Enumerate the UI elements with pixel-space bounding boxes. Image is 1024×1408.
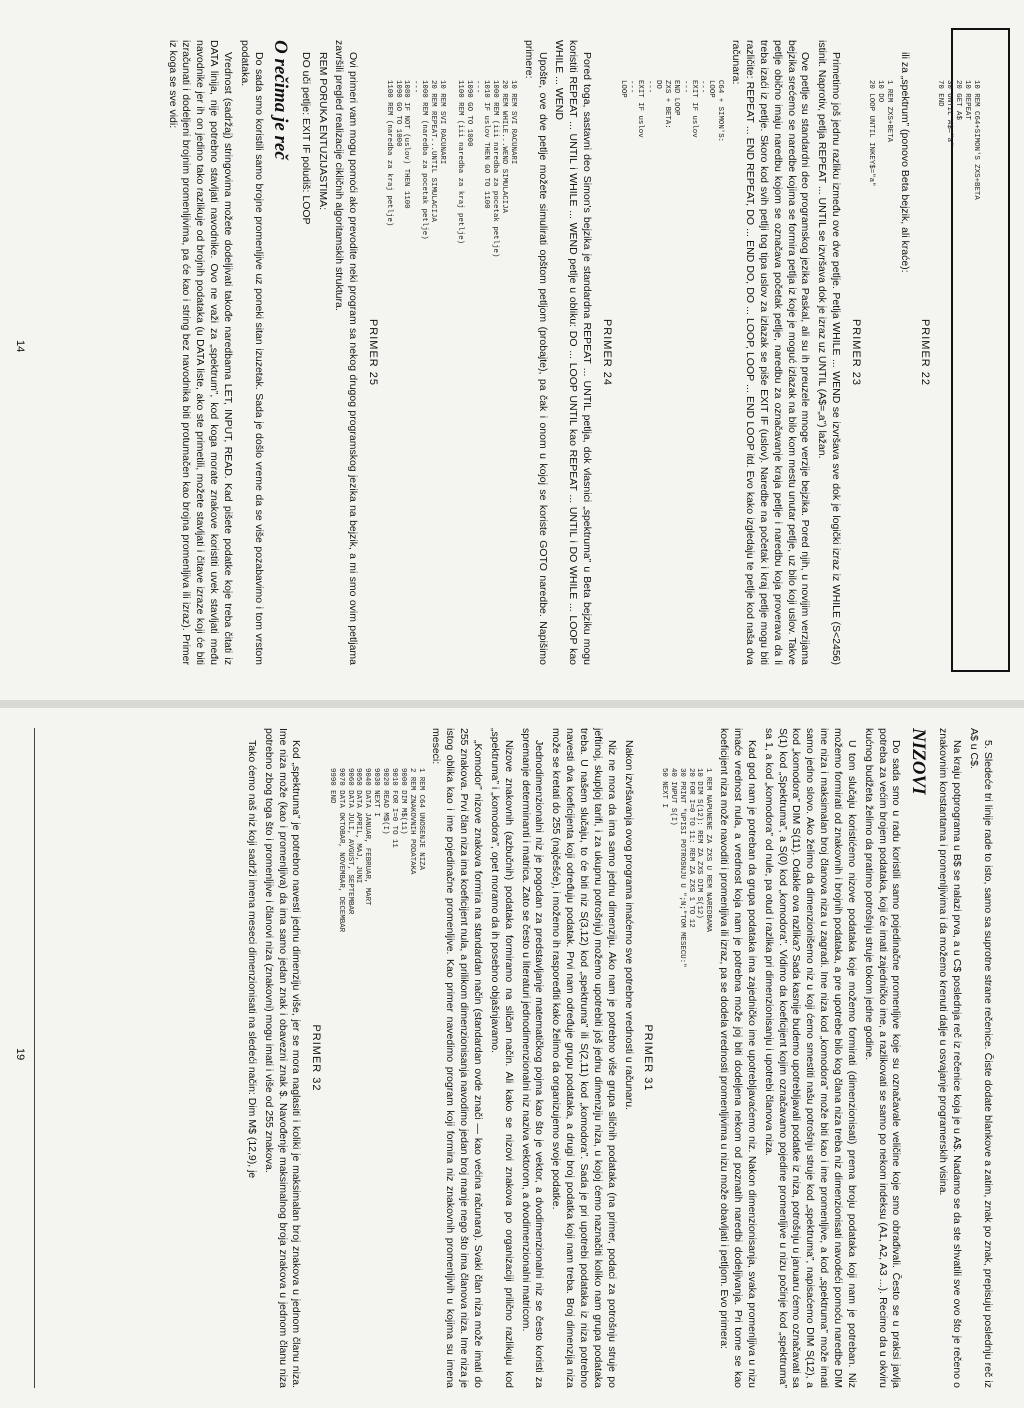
page-number: 19 (14, 1048, 26, 1061)
right-page (0, 708, 1024, 1408)
right-page-column (241, 728, 994, 1388)
code-listing: C64 + SIMON'S: LOOP --- EXIT IF uslov --- END LOOP ZXS + BETA: DO --- EXIT IF uslov --- LOOP (618, 80, 725, 143)
example-caption: PRIMER 25 (366, 318, 379, 387)
bottom-rule (34, 728, 35, 1388)
body-paragraph: ili za „spektrum” (ponovo Beta bejzik, ali kraće): (899, 52, 912, 273)
body-paragraph: Do sada smo u radu koristili samo pojedinačne promenljive koje su označavale veličine koje smo obrađivali. Često se u praksi javlja potreba za većim brojem podataka, koji će imati zajedničko ime, a razlikovati se samo po nekom indeksu (A1, A2, A3 ...). Recimo da u okviru kućnog budžeta želimo da pratimo potrošnju struje tokom jedne godine. (862, 728, 903, 1388)
page-number: 14 (14, 340, 26, 353)
section-heading: O rečima je reč (269, 40, 291, 160)
body-paragraph: Niz ne mora da ima samo jednu dimenziju. Ako nam je potrebno više grupa sličnih podataka (na primer, podaci za potrošnju struje po jeftinoj, skupljoj tarifi, i za ukupnu potrošnju) možemo upotrebiti još jednu dimenziju niza, u kojoj ćemo naznačiti koliko nam grupa podataka treba. U našem slučaju, to će biti niz S(3,12) kod „spektruma” ili S(2,11) kod „komodora”. Sada je pri upotrebi podataka iz niza potrebno navesti dva koeficijenta koji određuju podatak. Prvi nam određuje grupu podataka, a drugi broj podatka koji nam treba. Broj dimenzija niza može se kretati do 255 (najčešće), i možemo ih raspoređiti kako želimo da organizujemo svoje podatke. (550, 728, 618, 1388)
body-paragraph: Upošte, ove dve petlje možete simulirati opštom petljom (probajte), pa čak i onom u kojoj se koriste GOTO naredbe. Napišimo primere: (522, 40, 549, 665)
body-paragraph: Jednodimenzionalni niz je pogodan za predstavljanje matematičkog pojma kao što je vektor, a dvodimenzionalni niz se često koristi za spremanje determinanti i matrica. Zato se često u literaturi jednodimenzionalni niz naziva vektorom, a dvodimenzionalni matricom. (519, 728, 546, 1388)
body-paragraph: Pored toga, sastavni deo Simon's bejzika je standardna REPEAT ... UNTIL petlja, dok vlasnici „spektruma” u Beta bejziku mogu koristiti REPEAT ... UNTIL i WHILE ... WEND petlje u obliku: DO ... LOOP UNTIL kao REPEAT ... UNTIL i DO WHILE ... LOOP kao WHILE ... WEND (553, 40, 594, 665)
body-paragraph: Ovi primeri vam mogu pomoći ako prevodite neki program sa nekog drugog programskog jezika na bejzik, a mi smo ovim petljama završili pregled realizacije cikličnih algoritamskih struktura. (333, 40, 360, 665)
body-paragraph: Ove petlje su standardni deo programskog jezika Paskal, ali su ih preuzele mnoge verzije bejzika. Pored njih, u novijim verzijama bejzika srećemo se naredbe kojima se formira petlja iz koje je moguć izlazak na bilo kom mestu unutar petlje, uz bilo koji uslov. Takve petlje obično imaju naredbu kojom se označava početak petlje, naredbu za označavanje kraja petlje i naredbu koja proverava da li treba izaći iz petlje. Skoro kod svih petlji tog tipa uslov za izlazak se piše EXIT IF (uslov). Naredbe na početak i kraj petlje mogu biti različite: REPEAT ... END REPEAT, DO ... END DO, DO ... LOOP, LOOP ... END LOOP itd. Evo kako izgledaju te petlje kod naša dva računara: (730, 40, 812, 665)
body-paragraph: Kod „spektruma” je potrebno navesti jednu dimenziju više, jer se mora naglasiti i koliki je maksimalan broj znakova u jednom članu niza. Ime niza može (kao i promenljiva) da ima samo jedan znak i obavezni znak $. Navođenje maksimalnog broja znakova u jednom članu niza potrebno zbog toga što i promenljive i članovi niza (znakovni) mogu imati i više od 255 znakova. (262, 728, 303, 1388)
page-gutter (0, 700, 1024, 708)
left-page (0, 0, 1024, 700)
example-caption: PRIMER 24 (600, 318, 613, 387)
code-listing: 10 REM C64+SIMON'S ZXS+BETA 10 REPEAT 20 GET A$ 30 UNTIL A$="a" 70 END (936, 80, 980, 200)
body-paragraph: DO uči petlje: EXIT IF poludiš: LOOP (299, 52, 312, 225)
code-listing: 1 REM ZXS+BETA 10 DO 20 LOOP UNTIL INKEY$="a" (867, 80, 894, 187)
code-listing: 10 REM SVI RACUNARI 20 REM WHILE...WEND SIMULACIJA 1000 REM (iii naredba za pocetak petlje) 1010 IF uslov THEN GO TO 1100 --- 1090 GO TO 1000 1100 REM (iii naredba za kraj petlje) 10 REM SVI RACUNARI 20 REM REPEAT...UNTIL SIMULACIJA 1000 REM (naredba za pocetak petlje) --- 1080 IF NOT (uslov) THEN 1100 1090 GO TO 1000 1100 REM (naredba za kraj petlje) (384, 80, 517, 258)
body-paragraph: REM PORUKA ENTUZIJASTIMA: (316, 52, 329, 211)
body-paragraph: Na kraju potprograma u B$ se nalazi prva, a u C$ poslednja reč iz rečenice koja je u A$. Nadamo se da ste shvatili sve ovo što je rečeno o znakovnim konstantama i promenljivima i da možemo krenuti dalje u osvajanje programerskih visina. (937, 728, 964, 1388)
body-paragraph: Kad god nam je potreban da grupa podataka ima zajedničko ime upotrebljavaćemo niz. Nakon dimenzionisanja, svaka promenljiva u nizu imaće vrednost nula, a vrednost koja nam je potrebna može joj biti dodeljena nekom od poznatih naredbi dodeljivanja. Pri tome se kao koeficijent niza može navoditi i promenljiva ili izraz, pa se dodela vrednosti promenljivima u nizu može obavljati i petljom. Evo primera: (718, 728, 758, 1388)
body-paragraph: Tako ćemo naš niz koji sadrži imena meseci dimenzionisati na sledeći način: Dim M$ (12,9), je (245, 740, 258, 1179)
example-caption: PRIMER 32 (309, 1024, 322, 1092)
body-paragraph: Vrednost (sadržaj) stringovima možete dodeljivati takođe naredbama LET, INPUT, READ. Kad pišete podatke koje treba čitati iz DATA linija, nije potrebno stavljati navodnike. Ovo ne važi za „spektrum”, kod koga morate znakove koristiti uvek stavljati među navodnike jer ih on jedino tako razlikuje od brojnih podataka (u DATA liste, ako ste primetili, možete stavljati i čitave izraze koji će biti izračunati i dodeljeni brojnim promenljivima, pa će kao i string bez navodnika biti protumačen kao brojna promenljiva ili izraz). Primer iz koga se sve vidi: (166, 40, 235, 665)
left-page-column (162, 40, 984, 665)
example-caption: PRIMER 22 (918, 318, 931, 387)
body-paragraph: „Komodor” nizove znakova formira na standardan način (standardan ovde znači — kao većina računara). Svaki član niza može imati do 255 znakova. Prvi član niza ima koeficijent nula, a prilikom dimenzionisanja navodimo jedan broj manje nego što ima članova niza. Ime niza je istog oblika kao i ime pojedinačne promenljive. Kao primer navedimo program koji formira niz znakovnih promenljivih u kojima su imena meseci: (430, 728, 484, 1388)
body-paragraph: 5. Sledeće tri linije rade to isto, samo sa suprotne strane rečenice. Čiste dodate blankove a zatim, znak po znak, prepisuju poslednju reč iz A$ u C$. (968, 728, 994, 1388)
section-heading: NIZOVI (907, 728, 929, 795)
body-paragraph: U tom slučaju koristićemo nizove podataka koje možemo formirati (dimenzionisati) prema broju podataka koji nam je potreban. Niz možemo formirati od znakovnih i brojnih podataka, a pre upotrebe bilo kog člana niza treba niz dimenzionisati navodeći pomoću naredbe DIM ime niza i maksimalan broj članova niza u zagradi. Ime niza kod „komodora” može biti kao i ime promenljive, a kod „spektruma” može imati samo jedno slovo. Ako želimo da dimenzionišemo niz u koji ćemo smestiti našu potrošnju struje kod „spektruma”, napisaćemo DIM S(12), a kod „komodora” DIM S(11). Odakle ova razlika? Sada kasnije budemo upotrebljavali podatke iz niza, potrošnju u januaru ćemo označavati sa S(1) kod „Spektruma”, a S(0) kod „komodora”. Vidimo da koeficijent kojim označavamo pojedine promenljive u nizu počinje kod „spektruma” sa 1, a kod „komodora” od nule, pa otud i razlika pri dimenzionisanju i upotrebi članova niza. (762, 728, 858, 1388)
body-paragraph: Nizove znakovnih (azbučnih) podataka formiramo na sličan način. Ali kako se nizovi znakova po organizaciji prilično razlikuju kod „spektruma” i „komodora”, opet moramo da ih posebno objašnjavamo. (488, 728, 515, 1388)
body-paragraph: Nakon izvršavanja ovog programa imaćemo sve potrebne vrednosti u računaru. (622, 740, 635, 1111)
example-caption: PRIMER 23 (849, 318, 862, 387)
code-listing: 1 REM NAPUNENE ZA ZXS U REM NAREDBAMA 10 DIM S(12): REM ZA ZXS DIM S(12) 20 FOR I=0 TO 11: REM ZA ZXS 1 TO 12 30 PRINT "UPISI POTROSNJU U ";N;"TOM MESECU:" 40 INPUT S(I) 50 NEXT I (659, 768, 713, 968)
code-listing: 1 REM C64 UNOSENJE NIZA 2 REM ZNAKOVNIH PODATAKA 9000 DIM M$(11) 9010 FOR I=0 TO 11 9020 READ M$(I) 9030 NEXT I 9040 DATA JANUAR, FEBRUAR, MART 9050 DATA APRIL, MAJ, JUNI 9060 DATA JULI, AVGUST, SEPTEMBAR 9070 DATA OKTOBAR, NOVEMBAR, DECEMBAR 9990 END (327, 768, 425, 933)
body-paragraph: Do sada smo koristili samo brojne promenljive uz poneki sitan izuzetak. Sada je došlo vreme da se više pozabavimo i tom vrstom podataka. (238, 40, 265, 665)
body-paragraph: Primetimo još jednu razliku između ove dve petlje. Petlja WHILE ... WEND se izvršava sve dok je logički izraz iz WHILE (S<2456) istinit. Naprotiv, petlja REPEAT ... UNTIL se izvršava dok je izraz uz UNTIL (A$=„a”) lažan. (816, 40, 843, 665)
example-caption: PRIMER 31 (642, 1024, 655, 1092)
